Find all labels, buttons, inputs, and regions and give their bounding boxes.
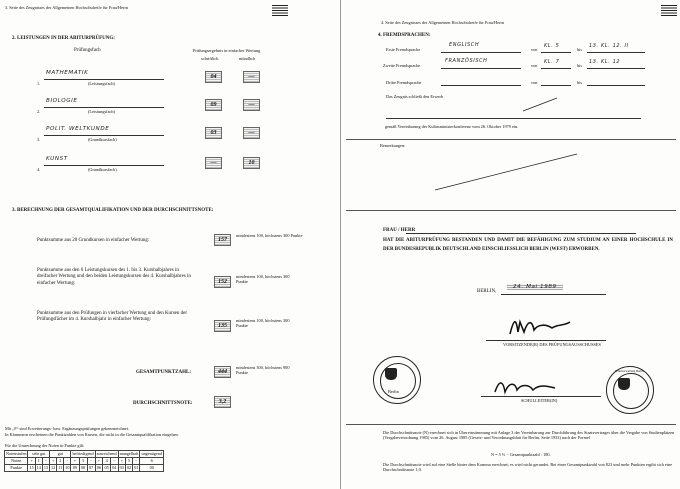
footnote-formula-intro: Die Durchschnittsnote (N) errechnet sich in Übereinstimmung mit Anlage 3 der Vereinbarung zur Durchführung des Staatsvertrages über die Vergabe von Studienplätzen (Vergabeverordnung 1985) vom 26. August 1985 (Gesetz- und Verordnungsblatt für Berlin, Seite 1933) nach der Formel — [383, 430, 675, 441]
from-label: von — [531, 47, 538, 52]
written-score: — — [205, 157, 222, 169]
grade-note-cell: − — [64, 458, 71, 465]
head-signature — [491, 376, 561, 398]
calc-row-value: 135 — [214, 320, 231, 332]
grade-note-cell: 4 — [103, 458, 111, 465]
to-label: bis — [577, 47, 583, 52]
grade-point-cell: 12 — [51, 465, 56, 470]
subject-name: POLIT. WELTKUNDE — [46, 126, 110, 132]
grade-note-cell: 2 — [57, 458, 64, 465]
footnote-rounding: Die Durchschnittsnote wird auf eine Stelle hinter dem Komma errechnet; es wird nicht gerundet. Bei einer Gesamtpunktzahl von 823 und mehr Punkten ergibt sich eine Durchschnittsnote 1,0. — [383, 462, 673, 473]
language-name: ENGLISCH — [449, 42, 480, 48]
from-value: KL. 5 — [544, 43, 560, 49]
section4-title: 4. FREMDSPRACHEN: — [378, 33, 431, 38]
language-label: Zweite Fremdsprache — [383, 63, 421, 68]
section3-title: 3. BERECHNUNG DER GESAMTQUALIFIKATION UND DER DURCHSCHNITTSNOTE: — [12, 208, 214, 213]
grade-note-cell: + — [50, 458, 57, 465]
written-score: 03 — [205, 127, 222, 139]
calc-row-label: Punktsumme aus 20 Grundkursen in einfacher Wertung: — [37, 238, 150, 243]
oral-score: — — [243, 71, 260, 83]
from-label: von — [531, 63, 538, 68]
right-page — [340, 0, 680, 489]
grade-point-cell: 03 — [119, 465, 124, 470]
grade-row-label: Notenstufen — [6, 451, 27, 456]
from-value: KL. 7 — [544, 59, 560, 65]
kmk-text: gemäß Vereinbarung der Kultusministerkonferenz vom 26. Oktober 1979 ein. — [385, 124, 519, 129]
declaration-text: HAT DIE ABITURPRÜFUNG BESTANDEN UND DAMIT DIE BEFÄHIGUNG ZUM STUDIUM AN EINER HOCHSCHULE IN DER BUNDESREPUBLIK DEUTSCHLAND EINSCHLIESSLICH BERLIN (WEST) ERWORBEN. — [383, 238, 673, 252]
grade-note-cell: 1 — [35, 458, 42, 465]
grade-point-cell: 14 — [36, 465, 41, 470]
seal-right-text: Schulverwaltung Berlin — [615, 369, 644, 373]
grade-note-cell: − — [42, 458, 49, 465]
grade-header: befriedigend — [72, 451, 94, 456]
right-header: 4. Seite des Zeugnisses der Allgemeinen Hochschulreife für Frau/Herrn — [381, 20, 505, 25]
grade-point-cell: 07 — [88, 465, 94, 470]
total-label: GESAMTPUNKTZAHL: — [136, 370, 192, 375]
frau-herr-label: FRAU / HERR — [383, 228, 416, 233]
to-label: bis — [577, 63, 583, 68]
right-page-marker — [661, 4, 677, 16]
to-value: 13. KL. 12. II — [589, 43, 629, 49]
grade-note-cell: 3 — [79, 458, 87, 465]
grade-header: mangelhaft — [119, 451, 139, 456]
subject-type: (Leistungsfach) — [88, 109, 115, 114]
footnote-1: Mit „F“ sind Erweiterungs- bzw. Ergänzungsprüfungen gekennzeichnet. — [5, 426, 129, 431]
oral-score: — — [243, 99, 260, 111]
grade-note-cell: − — [133, 458, 140, 465]
grade-row-label: Punkte — [5, 465, 28, 472]
section2-title: 2. LEISTUNGEN IN DER ABITURPRÜFUNG: — [12, 36, 115, 41]
total-note: mindestens 300, höchstens 900 Punkte — [236, 365, 290, 375]
grade-point-cell: 04 — [112, 465, 117, 470]
calc-row-note: mindestens 100, höchstens 300 Punkte — [236, 274, 290, 284]
strike-line — [521, 95, 561, 115]
language-label: Erste Fremdsprache — [386, 47, 421, 52]
chair-signature — [506, 314, 576, 340]
calc-row-label: Punktsumme aus den Prüfungen in vierfacher Wertung und den Kursen der Prüfungsfächer im 4. Kurshalbjahr in einfacher Wertung: — [37, 311, 188, 323]
head-label: SCHULLEITER(IN) — [521, 398, 558, 403]
avg-label: DURCHSCHNITTSNOTE: — [133, 401, 193, 406]
left-page-marker — [272, 4, 288, 16]
written-score: 09 — [205, 99, 222, 111]
to-value: 13. KL. 12 — [589, 59, 621, 65]
grade-point-cell: 09 — [72, 465, 78, 470]
subject-num: 3. — [37, 137, 41, 142]
school-seal — [373, 356, 421, 404]
grade-point-cell: 11 — [58, 465, 63, 470]
grade-note-cell: + — [95, 458, 103, 465]
subject-name: MATHEMATIK — [46, 70, 89, 76]
grade-point-cell: 00 — [140, 465, 163, 472]
subject-name: BIOLOGIE — [46, 98, 78, 104]
subject-name: KUNST — [46, 156, 68, 162]
calc-row-label: Punktsumme aus den 6 Leistungskursen des 1. bis 3. Kurshalbjahres in dreifacher Wertung und den beiden Leistungskursen des 4. Kurshalbjahres in einfacher Wertung: — [37, 268, 191, 286]
erwerb-text: Das Zeugnis schließt den Erwerb — [386, 94, 444, 99]
calc-row-value: 157 — [214, 234, 231, 246]
grade-header: gut — [50, 451, 71, 458]
calc-row-note: mindestens 100, höchstens 300 Punkte — [236, 318, 290, 328]
grade-note-cell: + — [118, 458, 125, 465]
oral-score: — — [243, 127, 260, 139]
grade-point-cell: 06 — [96, 465, 102, 470]
grade-point-cell: 15 — [29, 465, 34, 470]
language-name: FRANZÖSISCH — [445, 58, 488, 64]
grade-note-cell: 6 — [140, 458, 163, 465]
language-label: Dritte Fremdsprache — [386, 80, 422, 85]
subject-type: (Grundkursfach) — [88, 137, 117, 142]
grade-point-cell: 02 — [126, 465, 132, 470]
chair-label: VORSITZENDE(R) DES PRÜFUNGSAUSSCHUSSES — [503, 342, 601, 347]
grade-note-cell: + — [71, 458, 79, 465]
grade-point-cell: 13 — [43, 465, 49, 470]
grade-point-cell: 01 — [134, 465, 139, 470]
formula: N = 5 ⅔ − Gesamtpunktzahl : 180. — [491, 452, 551, 457]
subject-type: (Leistungsfach) — [88, 81, 115, 86]
bemerkungen-strike — [431, 150, 581, 195]
col-oral-header: mündlich — [239, 56, 256, 61]
grade-header: sehr gut — [28, 451, 50, 458]
place-label: BERLIN, — [477, 289, 497, 294]
authority-seal — [606, 366, 654, 414]
written-score: 04 — [205, 71, 222, 83]
col-points-header: Prüfungsergebnis in einfacher Wertung — [193, 48, 261, 53]
grade-note-cell: − — [87, 458, 95, 465]
grade-point-cell: 08 — [80, 465, 86, 470]
subject-num: 2. — [37, 109, 41, 114]
bemerkungen-label: Bemerkungen: — [380, 143, 406, 148]
calc-row-note: mindestens 100, höchstens 300 Punkte — [236, 233, 303, 238]
subject-num: 1. — [37, 81, 41, 86]
grade-row-label: Noten — [5, 458, 28, 465]
calc-row-value: 152 — [214, 276, 231, 288]
subject-num: 4. — [37, 167, 41, 172]
footnote-2: In Klammern erscheinen die Punktzahlen von Kursen, die nicht in die Gesamtqualifikation eingehen. — [5, 432, 179, 437]
grade-table — [4, 450, 164, 472]
date-value: 24. Mai 1989 — [507, 284, 563, 290]
table-caption: Für die Umrechnung der Noten in Punkte gilt: — [5, 443, 85, 448]
col-written-header: schriftlich — [201, 56, 219, 61]
grade-note-cell: − — [110, 458, 118, 465]
seal-text: Berlin — [388, 389, 399, 394]
to-label: bis — [577, 80, 583, 85]
grade-point-cell: 05 — [104, 465, 109, 470]
grade-header: ungenügend — [141, 451, 162, 456]
oral-score: 10 — [243, 157, 260, 169]
grade-point-cell: 10 — [65, 465, 70, 470]
col-subject-header: Prüfungsfach — [74, 48, 101, 53]
total-value: 444 — [214, 366, 231, 378]
grade-note-cell: + — [28, 458, 35, 465]
grade-header: ausreichend — [96, 451, 117, 456]
from-label: von — [531, 80, 538, 85]
grade-note-cell: 5 — [125, 458, 132, 465]
left-header: 3. Seite des Zeugnisses der Allgemeinen Hochschulreife für Frau/Herrn — [5, 5, 129, 10]
avg-value: 3,2 — [214, 396, 231, 408]
subject-type: (Grundkursfach) — [88, 167, 117, 172]
